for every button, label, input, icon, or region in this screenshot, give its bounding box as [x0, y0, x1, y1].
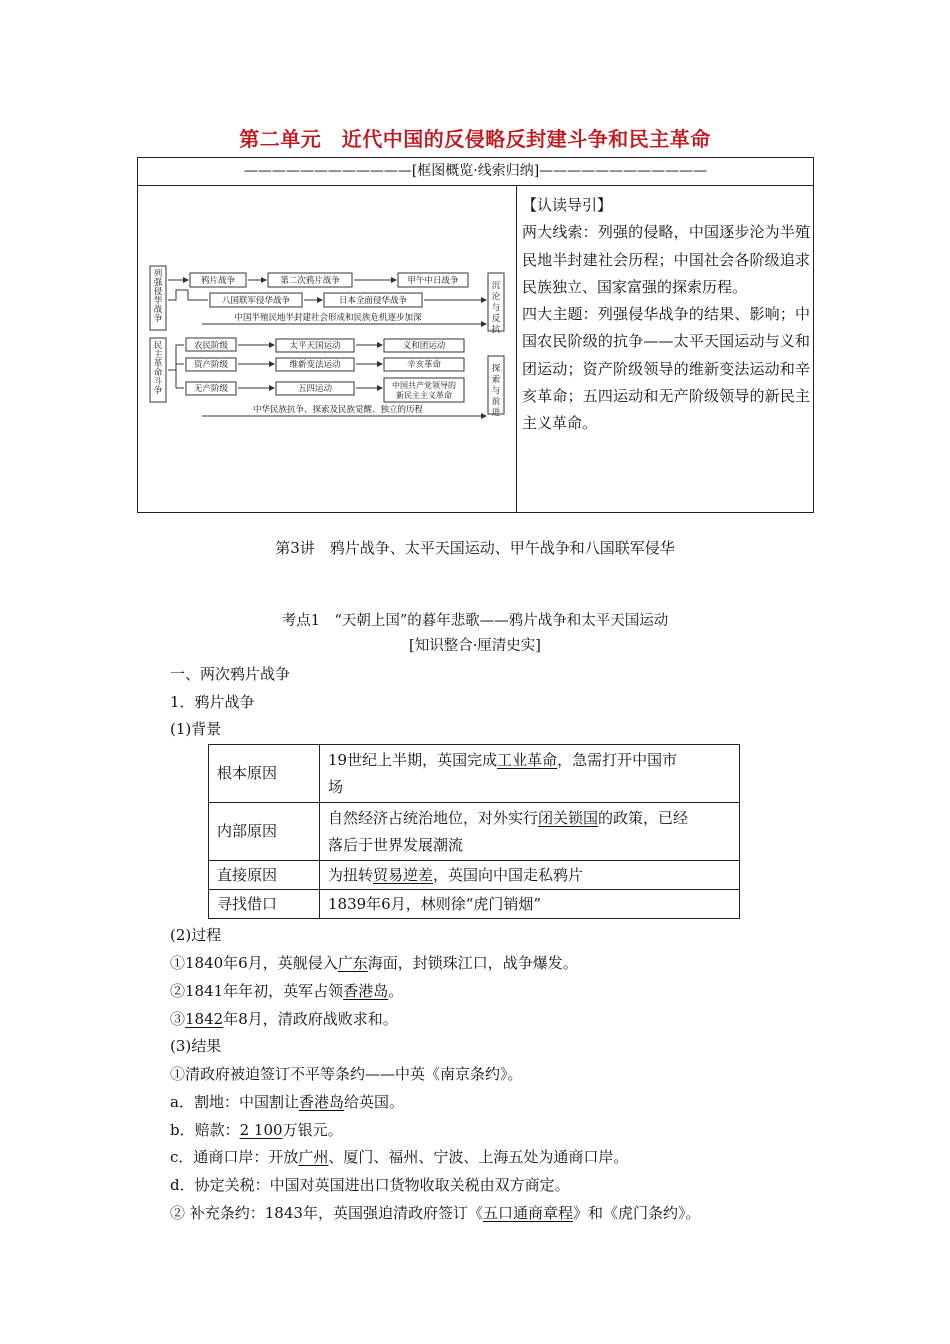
- table-key: 内部原因: [209, 803, 320, 861]
- guide-clues: 两大线索：列强的侵略，中国逐步沦为半殖民地半封建社会历程；中国社会各阶级追求民族独立、国家富强的探索历程。: [522, 223, 810, 296]
- unit-title: 第二单元 近代中国的反侵略反封建斗争和民主革命: [239, 127, 711, 151]
- diagram-right-bottom-label: 探索与前进: [491, 364, 501, 418]
- subheading: [知识整合·厘清史实]: [409, 638, 541, 654]
- diagram-ev5: 辛亥革命: [406, 360, 442, 370]
- diagram-left-top-label: 列强侵华战争: [153, 269, 163, 324]
- process-item-1: ①1840年6月，英舰侵入广东海面，封锁珠江口，战争爆发。: [170, 954, 578, 972]
- result-indemnity: b．赔款：2 100万银元。: [170, 1121, 343, 1139]
- table-key: 寻找借口: [209, 890, 320, 919]
- diagram-war3: 甲午中日战争: [407, 276, 459, 286]
- diagram-war4: 八国联军侵华战争: [221, 296, 291, 306]
- table-row: [209, 890, 740, 919]
- table-row: [209, 861, 740, 890]
- process-item-2: ②1841年年初，英军占领香港岛。: [170, 982, 404, 1000]
- result-ports: c．通商口岸：开放广州、厦门、福州、宁波、上海五处为通商口岸。: [170, 1148, 629, 1166]
- diagram-right-top-label: 沉沦与反抗: [491, 281, 501, 335]
- lecture-title: 第3讲 鸦片战争、太平天国运动、甲午战争和八国联军侵华: [275, 539, 675, 557]
- result-cession: a．割地：中国割让香港岛给英国。: [170, 1093, 404, 1111]
- diagram-ev3: 五四运动: [297, 384, 333, 394]
- process-label: (2)过程: [170, 926, 222, 944]
- table-value: 1839年6月，林则徐“虎门销烟”: [320, 890, 740, 919]
- result-item-2: ② 补充条约：1843年，英国强迫清政府签订《五口通商章程》和《虎门条约》。: [170, 1204, 701, 1222]
- diagram-class1: 农民阶级: [193, 341, 229, 351]
- table-value: 19世纪上半期，英国完成工业革命，急需打开中国市 场: [320, 745, 740, 803]
- result-label: (3)结果: [170, 1037, 222, 1055]
- guide-title: 【认读导引】: [522, 196, 613, 214]
- diagram-ev6a: 中国共产党领导的: [392, 381, 456, 390]
- diagram-class3: 无产阶级: [193, 384, 229, 394]
- diagram-ev6b: 新民主主义革命: [396, 391, 452, 400]
- result-tariff: d．协定关税：中国对英国进出口货物收取关税由双方商定。: [170, 1176, 570, 1194]
- diagram-ev4: 义和团运动: [402, 341, 446, 351]
- diagram-war1: 鸦片战争: [200, 276, 236, 286]
- diagram-line1: 中国半殖民地半封建社会形成和民族危机逐步加深: [234, 313, 422, 323]
- diagram-left-bottom-label: 民主革命斗争: [153, 341, 163, 396]
- table-row: [209, 803, 740, 861]
- reading-guide: [522, 192, 810, 438]
- diagram-ev1: 太平天国运动: [289, 341, 341, 351]
- overview-diagram: [148, 238, 510, 428]
- guide-themes: 四大主题：列强侵华战争的结果、影响；中国农民阶级的抗争——太平天国运动与义和团运动；资产阶级领导的维新变法运动和辛亥革命；五四运动和无产阶级领导的新民主主义革命。: [522, 305, 810, 433]
- result-item-1: ①清政府被迫签订不平等条约——中英《南京条约》。: [170, 1065, 523, 1083]
- table-key: 直接原因: [209, 861, 320, 890]
- background-label: (1)背景: [170, 720, 222, 738]
- background-table: [208, 744, 740, 919]
- table-value: 为扭转贸易逆差，英国向中国走私鸦片: [320, 861, 740, 890]
- diagram-war5: 日本全面侵华战争: [338, 296, 408, 306]
- table-row: [209, 745, 740, 803]
- frame-heading: ————————————[框图概览·线索归纳]————————————: [138, 158, 813, 186]
- diagram-class2: 资产阶级: [193, 360, 229, 370]
- diagram-line2: 中华民族抗争、探索及民族觉醒、独立的历程: [252, 405, 424, 415]
- table-value: 自然经济占统治地位，对外实行闭关锁国的政策，已经 落后于世界发展潮流: [320, 803, 740, 861]
- diagram-ev2: 维新变法运动: [289, 360, 341, 370]
- diagram-war2: 第二次鸦片战争: [280, 276, 340, 286]
- point-title: 考点1 “天朝上国”的暮年悲歌——鸦片战争和太平天国运动: [281, 613, 669, 629]
- section-heading: 一、两次鸦片战争: [170, 665, 291, 683]
- frame-divider: [516, 185, 517, 513]
- process-item-3: ③1842年8月，清政府战败求和。: [170, 1010, 398, 1028]
- table-key: 根本原因: [209, 745, 320, 803]
- overview-frame: [137, 157, 814, 513]
- subsection-heading: 1．鸦片战争: [170, 693, 255, 711]
